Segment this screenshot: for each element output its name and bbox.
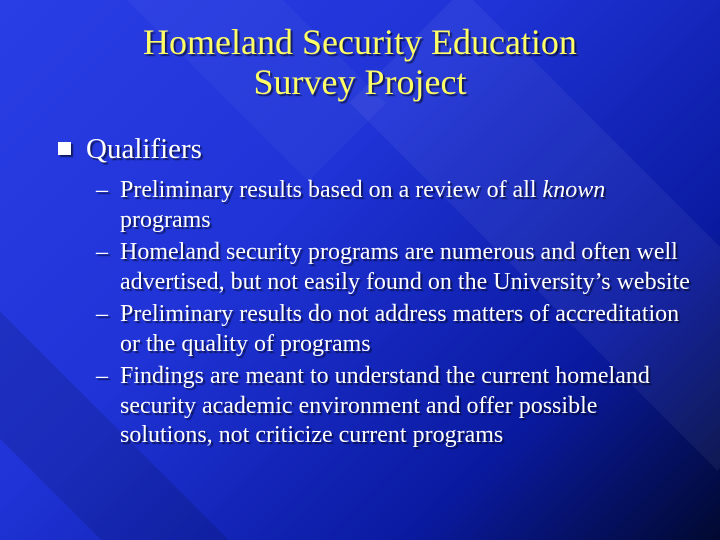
list-item xyxy=(96,176,696,235)
list-item xyxy=(96,300,696,359)
dash-icon: – xyxy=(96,177,108,203)
sub-bullet-list xyxy=(96,176,696,454)
item-text-start: Preliminary results based on a review of all xyxy=(120,177,537,203)
title-line-2: Survey Project xyxy=(253,62,467,102)
item-text: Preliminary results do not address matters of accreditation or the quality of programs xyxy=(120,301,680,357)
list-item xyxy=(96,238,696,297)
title-line-1: Homeland Security Education xyxy=(143,22,577,62)
item-text: Homeland security programs are numerous and often well advertised, but not easily found on the University’s website xyxy=(120,239,690,295)
item-text-italic: known xyxy=(542,177,606,203)
bullet-label: Qualifiers xyxy=(86,133,202,165)
square-bullet-icon xyxy=(58,142,71,155)
slide-title xyxy=(0,22,720,102)
dash-icon: – xyxy=(96,301,108,327)
dash-icon: – xyxy=(96,239,108,265)
bullet-qualifiers xyxy=(58,133,202,166)
list-item xyxy=(96,362,696,451)
item-text-end: programs xyxy=(120,206,211,233)
dash-icon: – xyxy=(96,363,108,389)
item-text: Findings are meant to understand the current homeland security academic environment and offer possible solutions, not criticize current programs xyxy=(120,363,650,448)
